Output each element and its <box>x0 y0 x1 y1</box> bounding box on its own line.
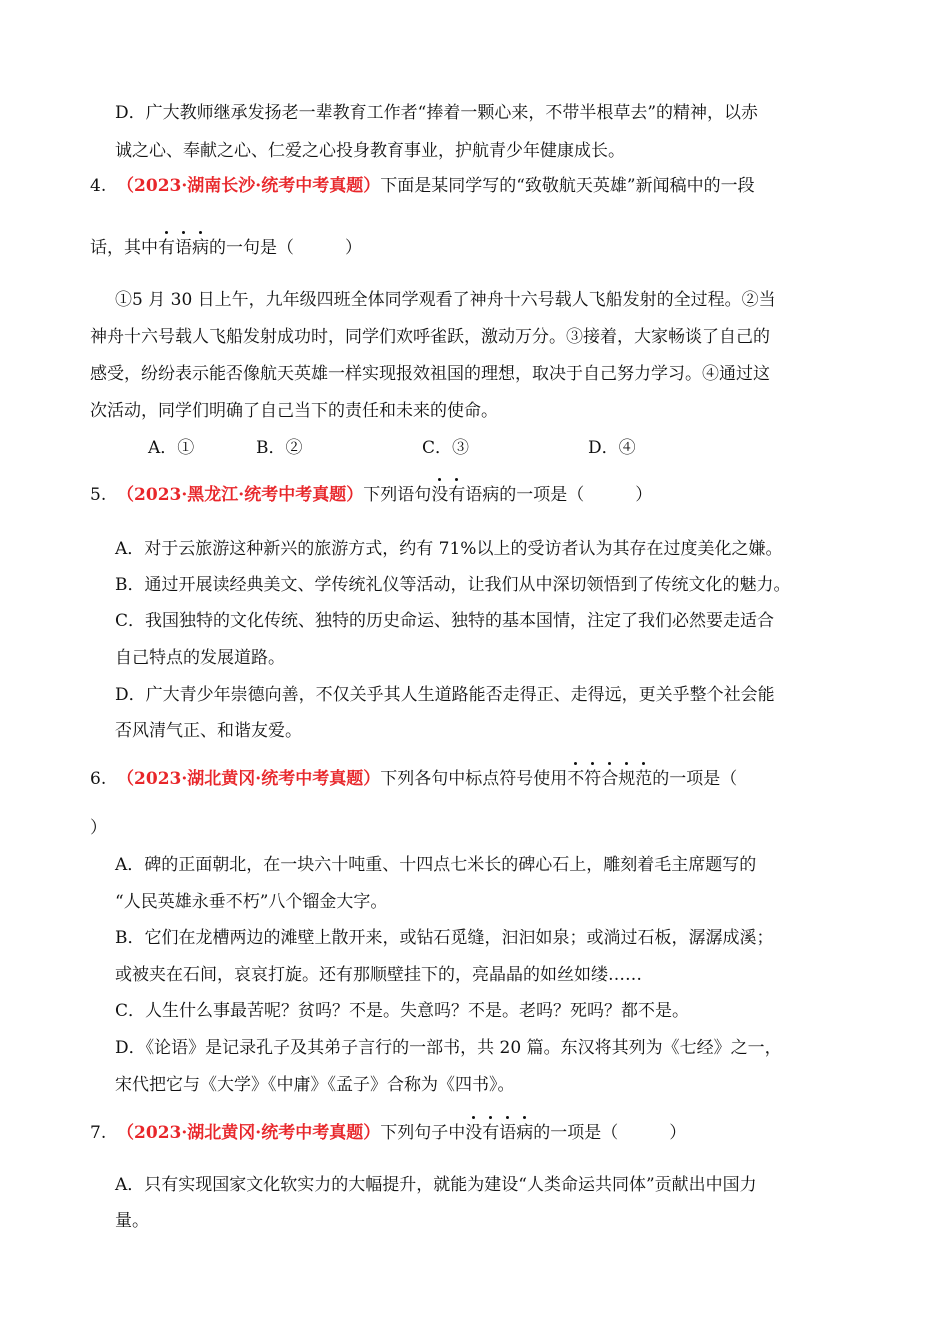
option-line: 或被夹在石间，哀哀打旋。还有那顺壁挂下的，亮晶晶的如丝如缕…… <box>115 965 642 985</box>
question-5-stem: 5. （2023·黑龙江·统考中考真题）下列语句没有语病的一项是（ ） <box>90 485 653 505</box>
emphasis-char: 有 <box>158 238 175 258</box>
question-6-stem-line2: ） <box>90 818 107 838</box>
choice-b: B．② <box>256 438 303 458</box>
choice-c: C．③ <box>422 438 470 458</box>
question-number: 5. <box>90 485 107 505</box>
emphasis-char: 病 <box>192 238 209 258</box>
question-source: （2023·湖北黄冈·统考中考真题） <box>117 769 381 789</box>
choice-d: D．④ <box>588 438 636 458</box>
emphasis-char: 语 <box>499 1123 517 1143</box>
option-line: 否风清气正、和谐友爱。 <box>115 721 302 741</box>
emphasis-char: 合 <box>601 769 619 789</box>
choice-a: A．① <box>148 438 195 458</box>
passage-line: 感受，纷纷表示能否像航天英雄一样实现报效祖国的理想，取决于自己努力学习。④通过这 <box>90 364 770 384</box>
emphasis-char: 没 <box>431 485 449 505</box>
question-source: （2023·黑龙江·统考中考真题） <box>117 485 364 505</box>
passage-line: 神舟十六号载人飞船发射成功时，同学们欢呼雀跃，激动万分。③接着，大家畅谈了自己的 <box>90 327 770 347</box>
option-d-line2: 诚之心、奉献之心、仁爱之心投身教育事业，护航青少年健康成长。 <box>115 141 625 161</box>
option-line: 量。 <box>115 1211 149 1231</box>
option-line: 宋代把它与《大学》《中庸》《孟子》合称为《四书》。 <box>115 1075 515 1095</box>
option-line: “人民英雄永垂不朽”八个镏金大字。 <box>115 892 388 912</box>
option-line: C．人生什么事最苦呢？贫吗？不是。失意吗？不是。老吗？死吗？都不是。 <box>115 1001 690 1021</box>
question-source: （2023·湖北黄冈·统考中考真题） <box>117 1123 381 1143</box>
option-line: A．只有实现国家文化软实力的大幅提升，就能为建设“人类命运共同体”贡献出中国力 <box>115 1175 757 1195</box>
question-number: 4. <box>90 176 107 196</box>
emphasis-char: 有 <box>482 1123 500 1143</box>
option-line: D．《论语》是记录孔子及其弟子言行的一部书，共 20 篇。东汉将其列为《七经》之一， <box>115 1038 782 1058</box>
question-number: 6. <box>90 769 107 789</box>
option-line: D．广大青少年崇德向善，不仅关乎其人生道路能否走得正、走得远，更关乎整个社会能 <box>115 685 775 705</box>
option-line: A．对于云旅游这种新兴的旅游方式，约有 71%以上的受访者认为其存在过度美化之嫌。 <box>115 539 783 559</box>
emphasis-char: 病 <box>516 1123 534 1143</box>
emphasis-char: 范 <box>635 769 653 789</box>
question-number: 7. <box>90 1123 107 1143</box>
question-7-stem: 7. （2023·湖北黄冈·统考中考真题）下列句子中没有语病的一项是（ ） <box>90 1123 687 1143</box>
option-line: C．我国独特的文化传统、独特的历史命运、独特的基本国情，注定了我们必然要走适合 <box>115 611 775 631</box>
emphasis-char: 规 <box>618 769 636 789</box>
emphasis-char: 不 <box>567 769 585 789</box>
emphasis-char: 有 <box>448 485 466 505</box>
question-4-stem: 4. （2023·湖南长沙·统考中考真题）下面是某同学写的“致敬航天英雄”新闻稿中的一段 <box>90 176 755 196</box>
question-source: （2023·湖南长沙·统考中考真题） <box>117 176 381 196</box>
passage-line: 次活动，同学们明确了自己当下的责任和未来的使命。 <box>90 401 498 421</box>
emphasis-char: 没 <box>465 1123 483 1143</box>
option-d-line1: D．广大教师继承发扬老一辈教育工作者“捧着一颗心来，不带半根草去”的精神，以赤 <box>115 103 759 123</box>
emphasis-char: 语 <box>175 238 192 258</box>
emphasis-char: 符 <box>584 769 602 789</box>
option-label: D． <box>115 103 146 123</box>
option-line: B．它们在龙槽两边的滩壁上散开来，或钻石觅缝，汩汩如泉；或淌过石板，潺潺成溪； <box>115 928 774 948</box>
question-6-stem: 6. （2023·湖北黄冈·统考中考真题）下列各句中标点符号使用不符合规范的一项是（ <box>90 769 738 789</box>
passage-line: ①5 月 30 日上午，九年级四班全体同学观看了神舟十六号载人飞船发射的全过程。②当 <box>115 290 776 310</box>
option-line: A．碑的正面朝北，在一块六十吨重、十四点七米长的碑心石上，雕刻着毛主席题写的 <box>115 855 757 875</box>
option-line: B．通过开展读经典美文、学传统礼仪等活动，让我们从中深切领悟到了传统文化的魅力。 <box>115 575 791 595</box>
question-4-stem-line2: 话，其中有语病的一句是（ ） <box>90 238 362 258</box>
option-line: 自己特点的发展道路。 <box>115 648 285 668</box>
